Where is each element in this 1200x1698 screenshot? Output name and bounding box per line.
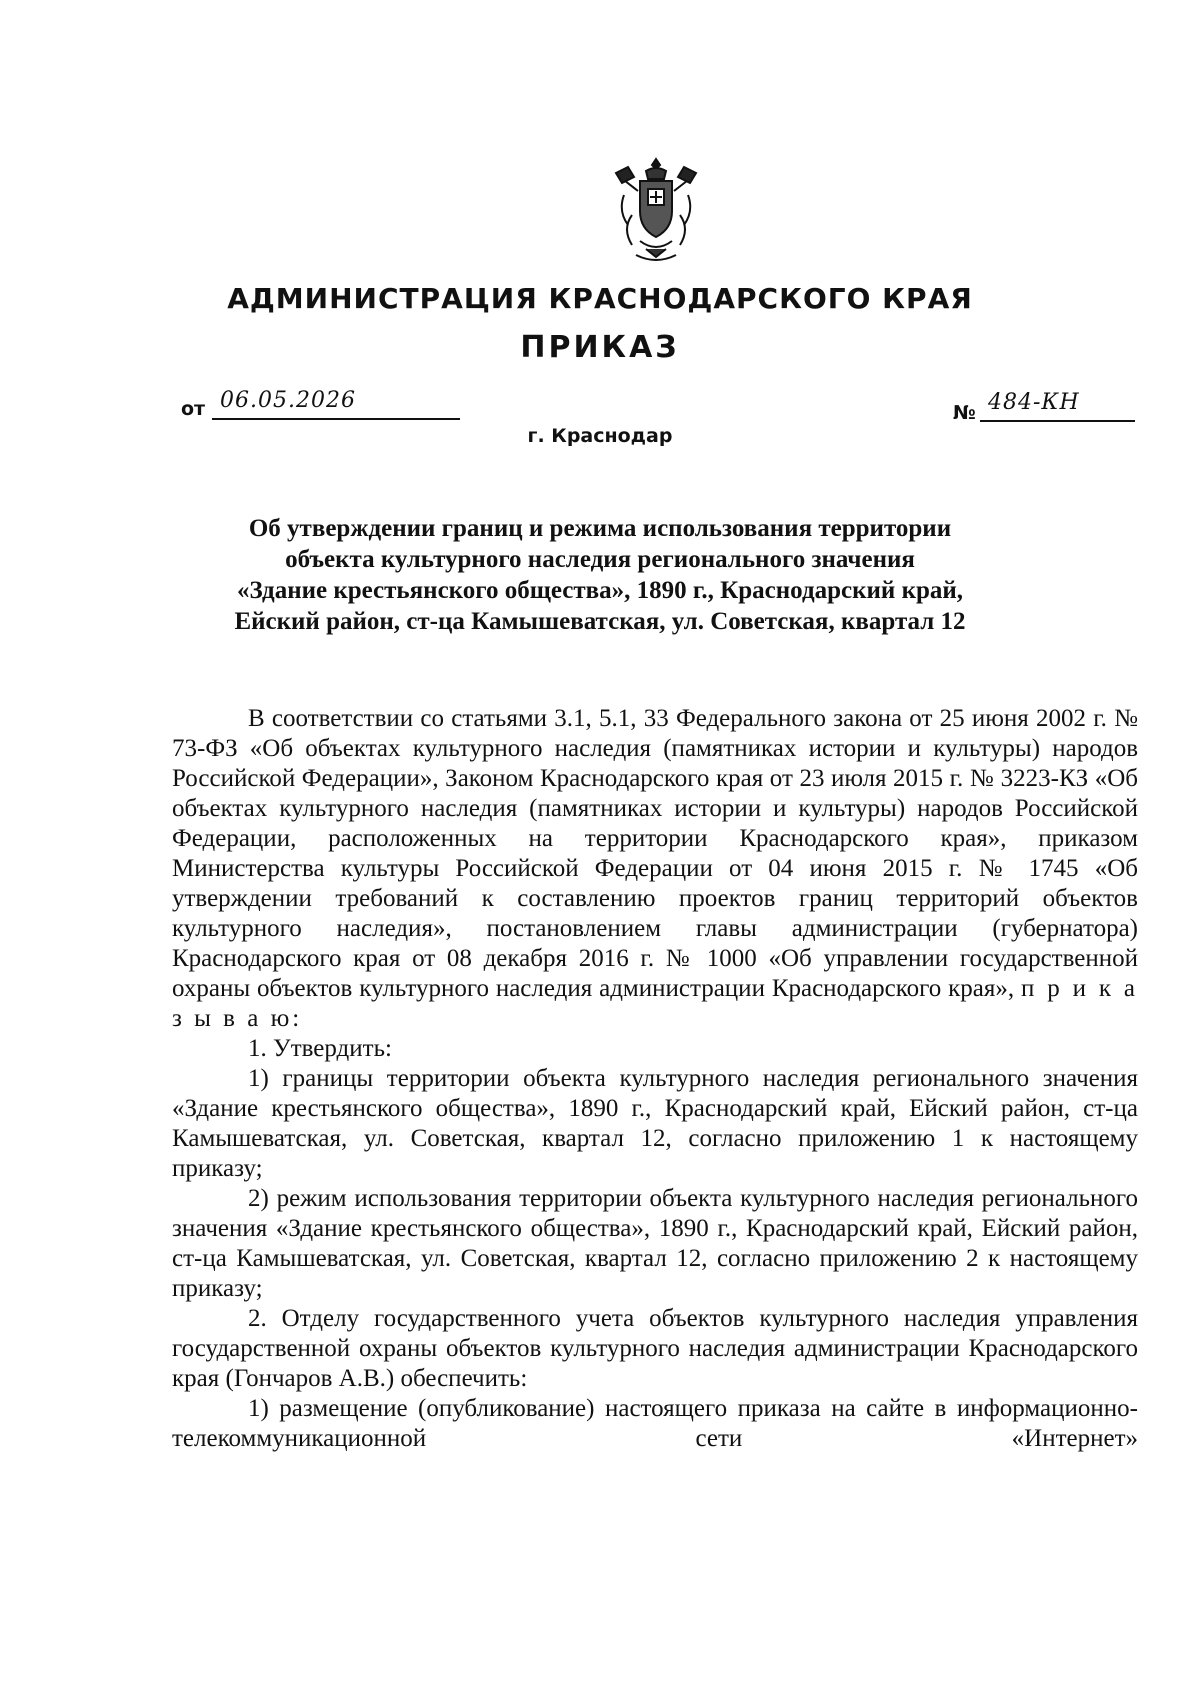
date-prefix: от (181, 398, 206, 420)
handwritten-date: 06.05.2026 (220, 388, 356, 413)
document-type: ПРИКАЗ (520, 330, 680, 365)
coat-of-arms-emblem (610, 155, 702, 265)
document-title (0, 513, 1200, 637)
preamble-text: В соответствии со статьями 3.1, 5.1, 33 Федерального закона от 25 июня 2002 г. № 73-ФЗ «Об объектах культурного наследия (памятниках истории и культуры) народов Российской Федерации», Законом Краснодарского края от 23 июля 2015 г. № 3223-КЗ «Об объектах культурного наследия (памятниках истории и культуры) народов Российской Федерации, расположенных на территории Краснодарского края», приказом Министерства культуры Российской Федерации от 04 июня 2015 г. № 1745 «Об утверждении требований к составлению проектов границ территорий объектов культурного наследия», постановлением главы администрации (губернатора) Краснодарского края от 08 декабря 2016 г. № 1000 «Об управлении государственной охраны объектов культурного наследия администрации Краснодарского края», (172, 705, 1138, 1002)
title-line: «Здание крестьянского общества», 1890 г., Краснодарский край, (236, 577, 964, 604)
order-phrase: п р и к а з ы в а ю: (172, 975, 1138, 1032)
item-2-1: 1) размещение (опубликование) настоящего приказа на сайте в информационно-телекоммуникационной сети «Интернет» (172, 1395, 1138, 1452)
title-line: объекта культурного наследия регионального значения (285, 546, 915, 573)
number-field (980, 392, 1135, 422)
item-2: 2. Отделу государственного учета объектов культурного наследия управления государственной охраны объектов культурного наследия администрации Краснодарского края (Гончаров А.В.) обеспечить: (172, 1305, 1138, 1392)
organization-name: АДМИНИСТРАЦИЯ КРАСНОДАРСКОГО КРАЯ (227, 282, 973, 315)
title-line: Ейский район, ст-ца Камышеватская, ул. Советская, квартал 12 (234, 608, 966, 635)
document-body (172, 704, 1138, 1454)
preamble-paragraph (172, 704, 1138, 1034)
item-1: 1. Утвердить: (248, 1035, 392, 1062)
handwritten-number: 484-КН (988, 390, 1080, 415)
city-label: г. Краснодар (527, 425, 673, 447)
title-line: Об утверждении границ и режима использования территории (248, 515, 952, 542)
item-1-2: 2) режим использования территории объекта культурного наследия регионального значения «Здание крестьянского общества», 1890 г., Краснодарский край, Ейский район, ст-ца Камышеватская, ул. Советская, квартал 12, согласно приложению 2 к настоящему приказу; (172, 1185, 1138, 1302)
number-prefix: № (953, 402, 976, 424)
item-1-1: 1) границы территории объекта культурного наследия регионального значения «Здание крестьянского общества», 1890 г., Краснодарский край, Ейский район, ст-ца Камышеватская, ул. Советская, квартал 12, согласно приложению 1 к настоящему приказу; (172, 1065, 1138, 1182)
date-field (212, 390, 460, 420)
